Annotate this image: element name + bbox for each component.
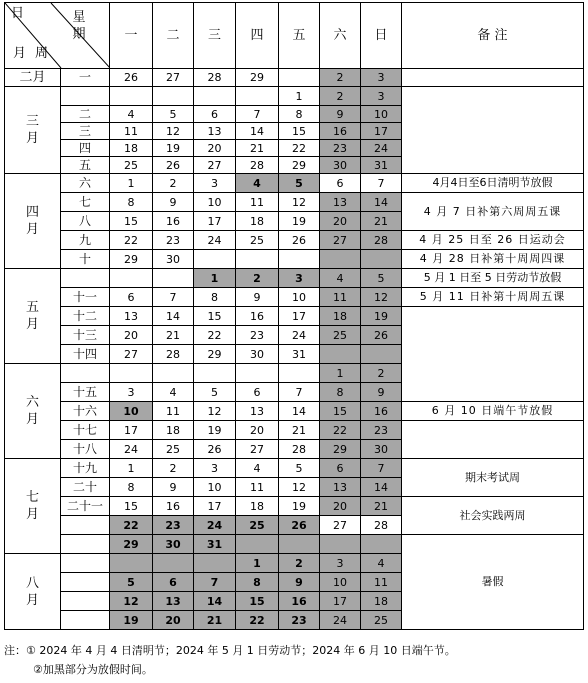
week-row xyxy=(5,307,584,326)
day-cell xyxy=(194,364,236,383)
week-number-cell: 一 xyxy=(61,69,110,87)
day-cell: 8 xyxy=(279,106,320,123)
week-number-cell: 十八 xyxy=(61,440,110,459)
day-cell: 21 xyxy=(236,140,279,157)
day-cell: 14 xyxy=(361,193,402,212)
day-cell: 17 xyxy=(279,307,320,326)
day-cell: 22 xyxy=(194,326,236,345)
day-cell: 5 xyxy=(279,174,320,193)
day-cell: 20 xyxy=(236,421,279,440)
day-cell: 31 xyxy=(279,345,320,364)
day-cell: 15 xyxy=(320,402,361,421)
day-cell: 6 xyxy=(153,573,194,592)
week-number-cell: 十九 xyxy=(61,459,110,478)
day-cell: 29 xyxy=(279,157,320,174)
day-cell: 23 xyxy=(153,231,194,250)
day-cell: 15 xyxy=(194,307,236,326)
week-number-cell: 七 xyxy=(61,193,110,212)
day-cell: 3 xyxy=(110,383,153,402)
remark-cell xyxy=(402,307,584,402)
day-cell: 10 xyxy=(361,106,402,123)
day-cell: 6 xyxy=(320,174,361,193)
day-cell xyxy=(236,87,279,106)
day-cell: 16 xyxy=(153,212,194,231)
day-header: 四 xyxy=(236,3,279,69)
day-cell: 27 xyxy=(153,69,194,87)
corner-day-label: 日 xyxy=(11,6,25,21)
day-cell: 27 xyxy=(320,231,361,250)
day-cell: 29 xyxy=(110,250,153,269)
day-cell: 11 xyxy=(236,193,279,212)
week-number-cell: 十六 xyxy=(61,402,110,421)
day-cell: 7 xyxy=(236,106,279,123)
day-cell: 1 xyxy=(279,87,320,106)
day-cell: 11 xyxy=(361,573,402,592)
day-cell: 15 xyxy=(236,592,279,611)
week-number-cell: 十一 xyxy=(61,288,110,307)
day-cell: 28 xyxy=(279,440,320,459)
day-cell: 1 xyxy=(110,174,153,193)
day-header: 五 xyxy=(279,3,320,69)
month-cell: 四月 xyxy=(5,174,61,269)
day-cell: 10 xyxy=(110,402,153,421)
day-cell: 14 xyxy=(153,307,194,326)
day-cell: 13 xyxy=(320,193,361,212)
day-cell: 29 xyxy=(320,440,361,459)
day-cell: 9 xyxy=(153,478,194,497)
day-cell: 20 xyxy=(194,140,236,157)
day-cell: 2 xyxy=(361,364,402,383)
day-cell: 2 xyxy=(279,554,320,573)
day-cell: 3 xyxy=(194,174,236,193)
day-cell: 15 xyxy=(110,497,153,516)
day-cell: 24 xyxy=(110,440,153,459)
day-cell: 4 xyxy=(153,383,194,402)
day-cell: 19 xyxy=(194,421,236,440)
day-cell: 29 xyxy=(110,535,153,554)
day-cell xyxy=(320,250,361,269)
week-number-cell xyxy=(61,364,110,383)
day-cell: 2 xyxy=(153,459,194,478)
day-cell: 17 xyxy=(110,421,153,440)
remark-cell xyxy=(402,421,584,459)
week-number-cell: 六 xyxy=(61,174,110,193)
week-number-cell: 十七 xyxy=(61,421,110,440)
day-cell: 10 xyxy=(194,478,236,497)
remark-cell: 社会实践两周 xyxy=(402,497,584,535)
day-cell: 7 xyxy=(361,459,402,478)
day-cell: 22 xyxy=(110,231,153,250)
day-cell: 12 xyxy=(361,288,402,307)
week-row xyxy=(5,69,584,87)
week-row xyxy=(5,250,584,269)
week-row xyxy=(5,535,584,554)
day-cell: 31 xyxy=(194,535,236,554)
day-cell: 3 xyxy=(361,87,402,106)
day-cell xyxy=(110,87,153,106)
day-cell: 16 xyxy=(320,123,361,140)
day-cell xyxy=(153,269,194,288)
week-number-cell: 十三 xyxy=(61,326,110,345)
day-cell: 26 xyxy=(361,326,402,345)
day-cell: 18 xyxy=(110,140,153,157)
day-cell: 14 xyxy=(236,123,279,140)
day-cell: 4 xyxy=(236,459,279,478)
day-cell: 14 xyxy=(361,478,402,497)
day-cell: 16 xyxy=(279,592,320,611)
day-cell: 26 xyxy=(153,157,194,174)
day-cell: 17 xyxy=(194,497,236,516)
week-number-cell: 二 xyxy=(61,106,110,123)
week-number-cell: 二十 xyxy=(61,478,110,497)
week-number-cell xyxy=(61,516,110,535)
week-number-cell: 十 xyxy=(61,250,110,269)
remark-cell: 4 月 28 日补第十周周四课 xyxy=(402,250,584,269)
day-cell: 15 xyxy=(110,212,153,231)
day-cell: 30 xyxy=(153,250,194,269)
week-number-cell xyxy=(61,535,110,554)
day-cell: 1 xyxy=(236,554,279,573)
day-cell: 15 xyxy=(279,123,320,140)
day-cell: 27 xyxy=(194,157,236,174)
school-calendar-table xyxy=(4,2,584,630)
corner-weekday-label: 星 期 xyxy=(72,10,86,42)
day-cell: 4 xyxy=(110,106,153,123)
day-cell: 2 xyxy=(320,69,361,87)
day-cell: 20 xyxy=(153,611,194,630)
week-row xyxy=(5,231,584,250)
day-cell xyxy=(279,364,320,383)
day-cell: 19 xyxy=(279,497,320,516)
day-cell: 16 xyxy=(361,402,402,421)
day-header: 日 xyxy=(361,3,402,69)
day-cell: 12 xyxy=(110,592,153,611)
day-cell: 12 xyxy=(279,193,320,212)
week-row xyxy=(5,288,584,307)
day-cell: 21 xyxy=(361,497,402,516)
month-cell: 七月 xyxy=(5,459,61,554)
day-cell: 9 xyxy=(279,573,320,592)
day-cell: 4 xyxy=(236,174,279,193)
day-cell xyxy=(236,535,279,554)
day-cell: 23 xyxy=(279,611,320,630)
day-cell: 21 xyxy=(279,421,320,440)
day-cell: 24 xyxy=(361,140,402,157)
day-cell: 11 xyxy=(153,402,194,421)
day-cell xyxy=(236,250,279,269)
day-cell: 14 xyxy=(279,402,320,421)
day-cell: 5 xyxy=(153,106,194,123)
day-cell xyxy=(320,535,361,554)
day-cell xyxy=(153,87,194,106)
day-cell: 24 xyxy=(194,231,236,250)
day-cell: 16 xyxy=(236,307,279,326)
week-number-cell xyxy=(61,573,110,592)
day-cell: 20 xyxy=(320,212,361,231)
week-row xyxy=(5,497,584,516)
day-cell: 21 xyxy=(361,212,402,231)
day-cell: 27 xyxy=(320,516,361,535)
week-number-cell: 十四 xyxy=(61,345,110,364)
day-header: 六 xyxy=(320,3,361,69)
week-number-cell: 二十一 xyxy=(61,497,110,516)
day-cell: 4 xyxy=(320,269,361,288)
remark-cell: 4 月 25 日至 26 日运动会 xyxy=(402,231,584,250)
day-cell xyxy=(153,554,194,573)
corner-month-label: 月 xyxy=(13,46,27,61)
remark-cell: 期末考试周 xyxy=(402,459,584,497)
week-row xyxy=(5,269,584,288)
day-cell: 6 xyxy=(236,383,279,402)
day-cell: 18 xyxy=(361,592,402,611)
day-cell: 9 xyxy=(153,193,194,212)
day-cell: 6 xyxy=(110,288,153,307)
day-cell: 8 xyxy=(320,383,361,402)
day-cell: 26 xyxy=(194,440,236,459)
day-cell: 30 xyxy=(153,535,194,554)
day-cell xyxy=(361,250,402,269)
day-cell: 30 xyxy=(320,157,361,174)
day-cell: 13 xyxy=(236,402,279,421)
day-cell xyxy=(279,250,320,269)
header-row xyxy=(5,3,584,69)
day-header: 三 xyxy=(194,3,236,69)
footnote-1: 注：① 2024 年 4 月 4 日清明节；2024 年 5 月 1 日劳动节；2024 年 6 月 10 日端午节。 xyxy=(4,644,456,657)
day-cell: 5 xyxy=(194,383,236,402)
day-cell: 7 xyxy=(194,573,236,592)
day-cell: 13 xyxy=(320,478,361,497)
day-cell: 2 xyxy=(320,87,361,106)
day-cell: 13 xyxy=(153,592,194,611)
day-cell: 18 xyxy=(320,307,361,326)
day-cell: 7 xyxy=(153,288,194,307)
day-cell: 10 xyxy=(194,193,236,212)
day-cell: 3 xyxy=(320,554,361,573)
day-cell: 30 xyxy=(361,440,402,459)
day-cell: 8 xyxy=(110,478,153,497)
day-cell: 27 xyxy=(110,345,153,364)
remark-cell: 5 月 1 日至 5 日劳动节放假 xyxy=(402,269,584,288)
remark-header: 备 注 xyxy=(402,3,584,69)
day-cell xyxy=(153,364,194,383)
day-cell: 1 xyxy=(194,269,236,288)
week-number-cell xyxy=(61,269,110,288)
day-cell: 30 xyxy=(236,345,279,364)
day-cell xyxy=(320,345,361,364)
month-cell: 五月 xyxy=(5,269,61,364)
day-cell: 20 xyxy=(320,497,361,516)
day-cell: 20 xyxy=(110,326,153,345)
day-cell: 16 xyxy=(153,497,194,516)
month-cell: 六月 xyxy=(5,364,61,459)
day-cell: 10 xyxy=(279,288,320,307)
day-cell: 8 xyxy=(194,288,236,307)
day-cell: 2 xyxy=(236,269,279,288)
day-cell: 17 xyxy=(194,212,236,231)
day-cell: 7 xyxy=(279,383,320,402)
week-number-cell: 五 xyxy=(61,157,110,174)
day-cell: 28 xyxy=(361,516,402,535)
corner-header xyxy=(5,3,110,69)
day-cell: 5 xyxy=(110,573,153,592)
week-number-cell: 十二 xyxy=(61,307,110,326)
week-row xyxy=(5,459,584,478)
day-cell: 18 xyxy=(153,421,194,440)
day-cell: 9 xyxy=(361,383,402,402)
day-cell: 6 xyxy=(194,106,236,123)
day-cell: 22 xyxy=(320,421,361,440)
day-cell: 1 xyxy=(110,459,153,478)
day-cell: 1 xyxy=(320,364,361,383)
day-cell: 24 xyxy=(194,516,236,535)
day-cell xyxy=(194,554,236,573)
day-cell: 28 xyxy=(361,231,402,250)
day-cell: 22 xyxy=(110,516,153,535)
week-number-cell: 九 xyxy=(61,231,110,250)
remark-cell: 5 月 11 日补第十周周五课 xyxy=(402,288,584,307)
day-cell: 6 xyxy=(320,459,361,478)
day-cell: 7 xyxy=(361,174,402,193)
day-cell: 8 xyxy=(236,573,279,592)
day-cell: 25 xyxy=(153,440,194,459)
month-cell: 八月 xyxy=(5,554,61,630)
day-cell: 28 xyxy=(236,157,279,174)
week-number-cell: 三 xyxy=(61,123,110,140)
day-cell xyxy=(110,554,153,573)
corner-week-label: 周 xyxy=(35,46,49,61)
footnote-2: ②加黑部分为放假时间。 xyxy=(33,663,153,676)
remark-cell: 暑假 xyxy=(402,535,584,630)
week-number-cell: 十五 xyxy=(61,383,110,402)
day-cell: 17 xyxy=(320,592,361,611)
day-cell: 21 xyxy=(194,611,236,630)
day-cell: 13 xyxy=(110,307,153,326)
day-cell: 19 xyxy=(361,307,402,326)
day-cell: 31 xyxy=(361,157,402,174)
day-cell: 3 xyxy=(279,269,320,288)
day-cell xyxy=(279,535,320,554)
day-cell: 18 xyxy=(236,212,279,231)
remark-cell xyxy=(402,87,584,174)
day-cell: 23 xyxy=(320,140,361,157)
day-cell: 29 xyxy=(236,69,279,87)
day-cell: 22 xyxy=(236,611,279,630)
day-cell xyxy=(194,250,236,269)
day-cell: 13 xyxy=(194,123,236,140)
day-cell: 10 xyxy=(320,573,361,592)
day-cell: 25 xyxy=(236,516,279,535)
day-cell: 23 xyxy=(153,516,194,535)
day-cell xyxy=(194,87,236,106)
week-number-cell xyxy=(61,87,110,106)
day-cell: 28 xyxy=(194,69,236,87)
day-cell: 9 xyxy=(236,288,279,307)
day-cell: 9 xyxy=(320,106,361,123)
day-cell: 27 xyxy=(236,440,279,459)
day-cell: 5 xyxy=(279,459,320,478)
remark-cell xyxy=(402,69,584,87)
day-cell: 12 xyxy=(279,478,320,497)
day-cell: 29 xyxy=(194,345,236,364)
day-cell: 19 xyxy=(110,611,153,630)
day-cell: 19 xyxy=(153,140,194,157)
day-cell: 22 xyxy=(279,140,320,157)
day-cell: 28 xyxy=(153,345,194,364)
day-header: 一 xyxy=(110,3,153,69)
week-number-cell: 八 xyxy=(61,212,110,231)
day-header: 二 xyxy=(153,3,194,69)
month-cell: 三月 xyxy=(5,87,61,174)
day-cell: 12 xyxy=(153,123,194,140)
day-cell xyxy=(361,345,402,364)
day-cell: 3 xyxy=(361,69,402,87)
week-number-cell xyxy=(61,611,110,630)
month-cell: 二月 xyxy=(5,69,61,87)
week-number-cell: 四 xyxy=(61,140,110,157)
day-cell: 2 xyxy=(153,174,194,193)
day-cell xyxy=(361,535,402,554)
day-cell: 25 xyxy=(361,611,402,630)
day-cell: 3 xyxy=(194,459,236,478)
day-cell xyxy=(110,364,153,383)
week-row xyxy=(5,174,584,193)
day-cell: 24 xyxy=(279,326,320,345)
day-cell: 4 xyxy=(361,554,402,573)
day-cell: 12 xyxy=(194,402,236,421)
week-number-cell xyxy=(61,554,110,573)
day-cell: 11 xyxy=(236,478,279,497)
day-cell: 23 xyxy=(361,421,402,440)
footnotes xyxy=(4,641,456,679)
day-cell: 25 xyxy=(320,326,361,345)
remark-cell: 4月4日至6日清明节放假 xyxy=(402,174,584,193)
day-cell: 8 xyxy=(110,193,153,212)
week-row xyxy=(5,421,584,440)
day-cell: 19 xyxy=(279,212,320,231)
day-cell: 26 xyxy=(110,69,153,87)
day-cell: 11 xyxy=(110,123,153,140)
week-row xyxy=(5,87,584,106)
day-cell: 17 xyxy=(361,123,402,140)
remark-cell: 4 月 7 日补第六周周五课 xyxy=(402,193,584,231)
day-cell: 26 xyxy=(279,516,320,535)
day-cell: 25 xyxy=(110,157,153,174)
remark-cell: 6 月 10 日端午节放假 xyxy=(402,402,584,421)
day-cell xyxy=(110,269,153,288)
day-cell: 24 xyxy=(320,611,361,630)
day-cell: 18 xyxy=(236,497,279,516)
week-row xyxy=(5,402,584,421)
week-row xyxy=(5,193,584,212)
day-cell xyxy=(236,364,279,383)
day-cell: 5 xyxy=(361,269,402,288)
day-cell: 21 xyxy=(153,326,194,345)
day-cell: 26 xyxy=(279,231,320,250)
day-cell xyxy=(279,69,320,87)
day-cell: 23 xyxy=(236,326,279,345)
day-cell: 11 xyxy=(320,288,361,307)
week-number-cell xyxy=(61,592,110,611)
day-cell: 25 xyxy=(236,231,279,250)
day-cell: 14 xyxy=(194,592,236,611)
